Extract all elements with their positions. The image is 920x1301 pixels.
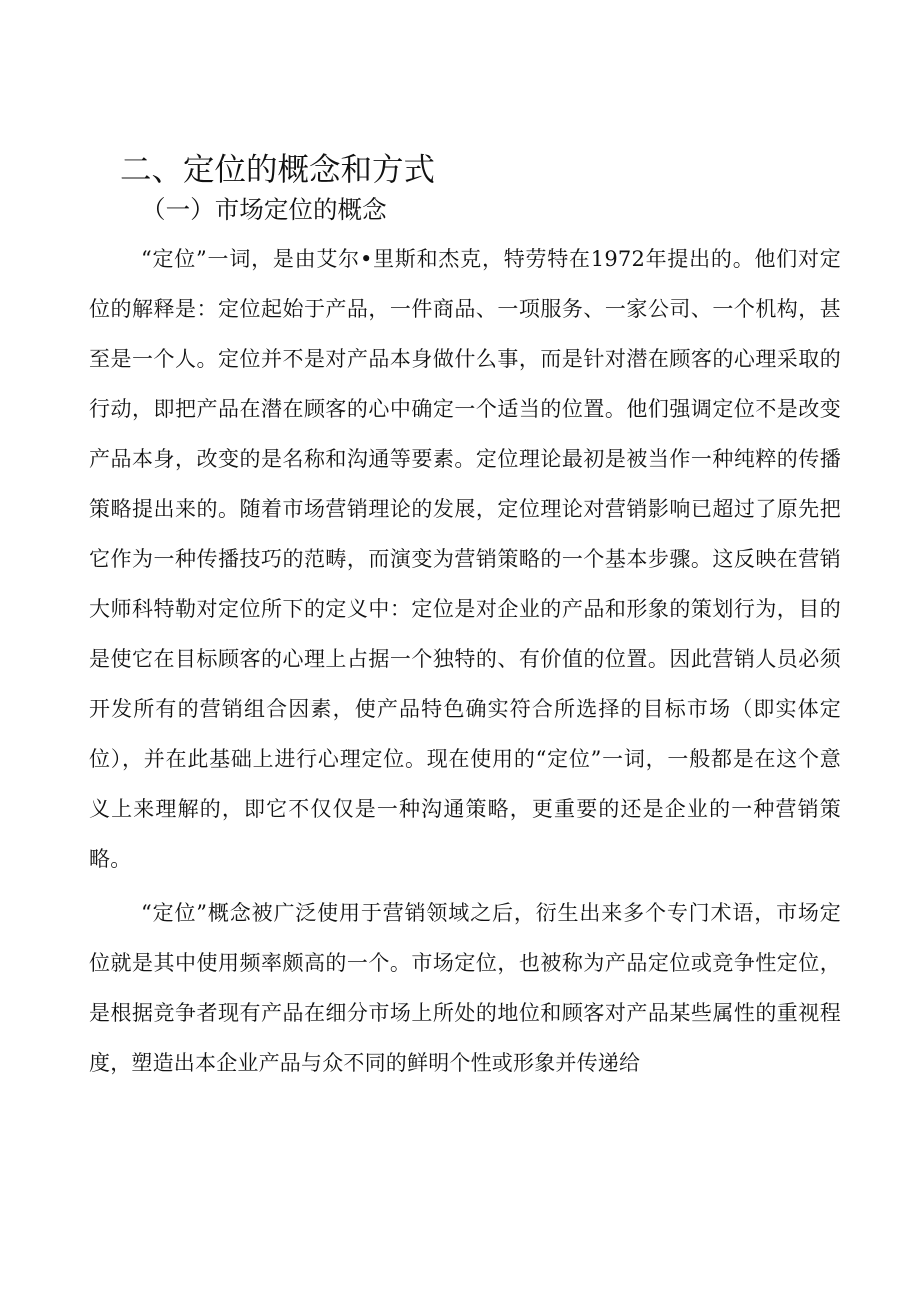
subsection-heading: （一）市场定位的概念 <box>141 195 387 224</box>
document-body <box>89 150 841 1088</box>
paragraph-1: “定位”一词，是由艾尔•里斯和杰克，特劳特在1972年提出的。他们对定位的解释是：定位起始于产品，一件商品、一项服务、一家公司、一个机构，甚至是一个人。定位并不是对产品本身做什么事，而是针对潜在顾客的心理采取的行动，即把产品在潜在顾客的心中确定一个适当的位置。他们强调定位不是改变产品本身，改变的是名称和沟通等要素。定位理论最初是被当作一种纯粹的传播策略提出来的。随着市场营销理论的发展，定位理论对营销影响已超过了原先把它作为一种传播技巧的范畴，而演变为营销策略的一个基本步骤。这反映在营销大师科特勒对定位所下的定义中：定位是对企业的产品和形象的策划行为，目的是使它在目标顾客的心理上占据一个独特的、有价值的位置。因此营销人员必须开发所有的营销组合因素，使产品特色确实符合所选择的目标市场（即实体定位），并在此基础上进行心理定位。现在使用的“定位”一词，一般都是在这个意义上来理解的，即它不仅仅是一种沟通策略，更重要的还是企业的一种营销策略。 <box>89 247 841 871</box>
section-heading: 二、定位的概念和方式 <box>120 152 436 188</box>
paragraph-2: “定位”概念被广泛使用于营销领域之后，衍生出来多个专门术语，市场定位就是其中使用频率颇高的一个。市场定位，也被称为产品定位或竞争性定位，是根据竞争者现有产品在细分市场上所处的地位和顾客对产品某些属性的重视程度，塑造出本企业产品与众不同的鲜明个性或形象并传递给 <box>89 901 841 1075</box>
